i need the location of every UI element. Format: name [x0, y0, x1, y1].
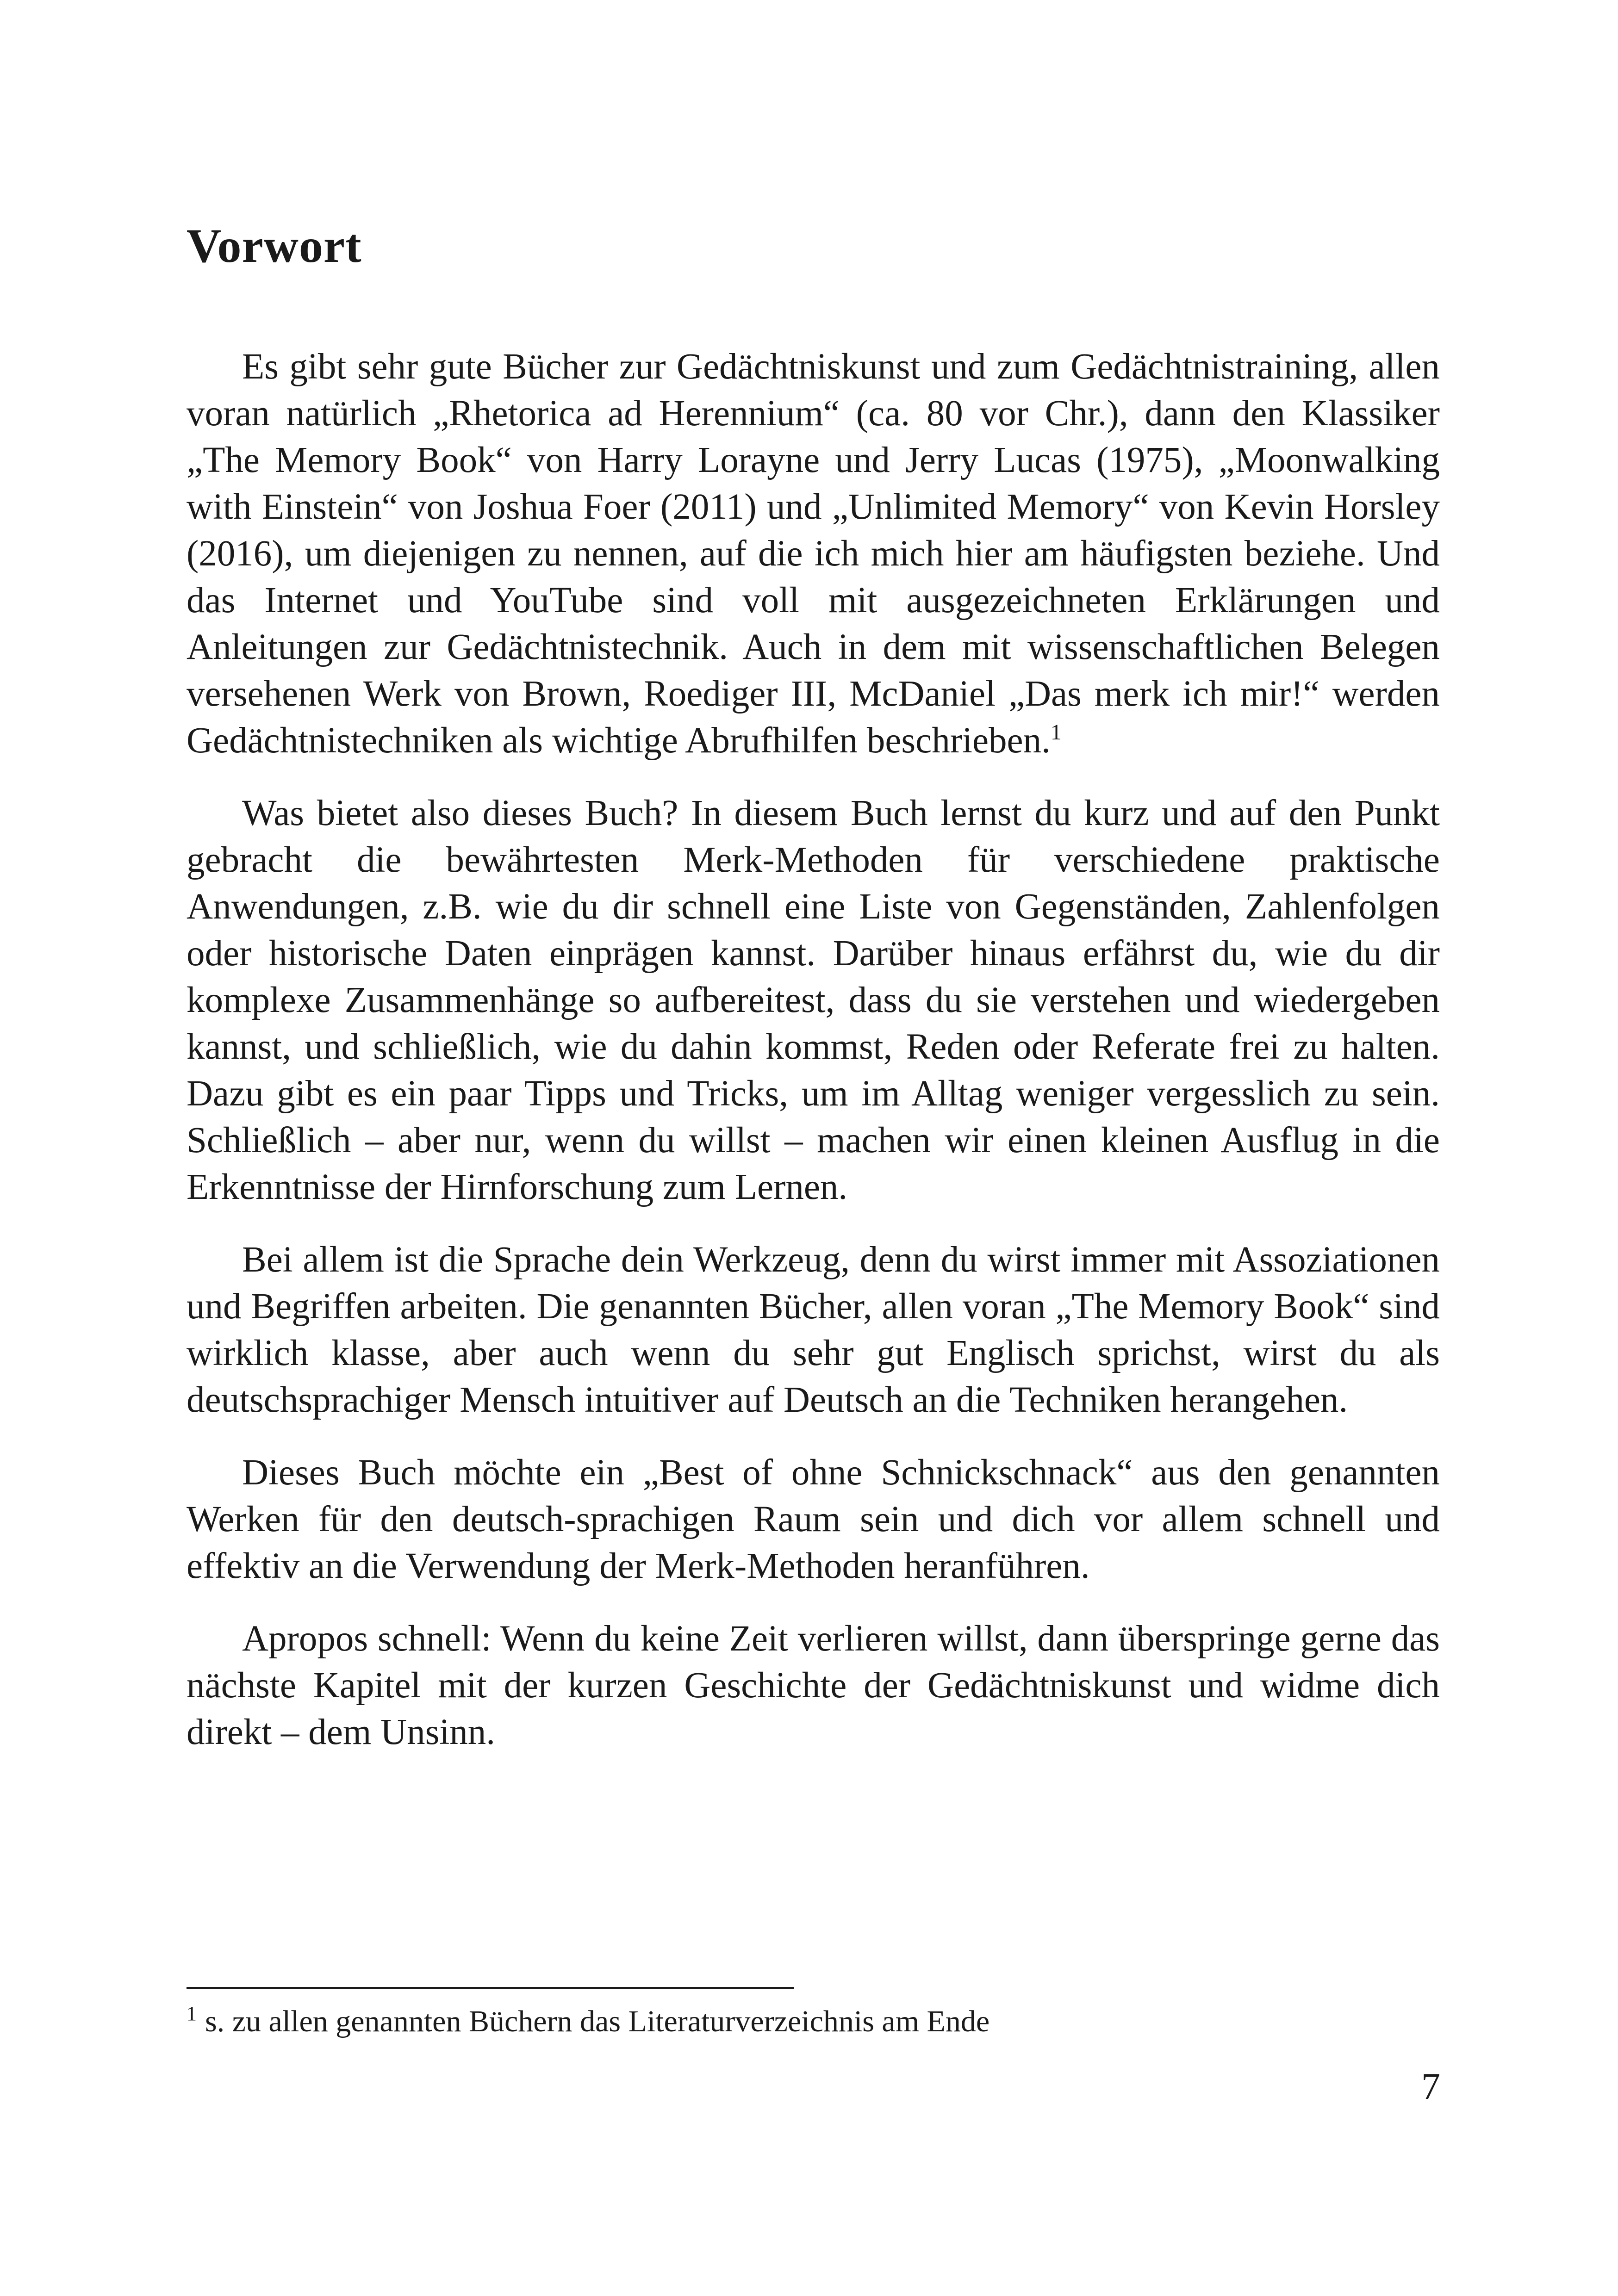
paragraph-text: Dieses Buch möchte ein „Best of ohne Schnickschnack“ aus den genannten Werken für den deutsch-sprachigen Raum sein und dich vor allem schnell und effektiv an die Verwendung der Merk-Methoden heranführen.	[187, 1452, 1440, 1586]
paragraph	[187, 1615, 1440, 1756]
paragraph-text: Es gibt sehr gute Bücher zur Gedächtniskunst und zum Gedächtnistraining, allen voran natürlich „Rhetorica ad Herennium“ (ca. 80 vor Chr.), dann den Klassiker „The Memory Book“ von Harry Lorayne und Jerry Lucas (1975), „Moonwalking with Einstein“ von Joshua Foer (2011) und „Unlimited Memory“ von Kevin Horsley (2016), um diejenigen zu nennen, auf die ich mich hier am häufigsten beziehe. Und das Internet und YouTube sind voll mit ausgezeichneten Erklärungen und Anleitungen zur Gedächtnistechnik. Auch in dem mit wissenschaftlichen Belegen versehenen Werk von Brown, Roediger III, McDaniel „Das merk ich mir!“ werden Gedächtnistechniken als wichtige Abrufhilfen beschrieben.	[187, 347, 1440, 761]
footnote	[187, 2001, 989, 2042]
chapter-title: Vorwort	[187, 219, 362, 273]
footnote-text: s. zu allen genannten Büchern das Literaturverzeichnis am Ende	[205, 2004, 990, 2038]
paragraph-text: Apropos schnell: Wenn du keine Zeit verlieren willst, dann überspringe gerne das nächste Kapitel mit der kurzen Geschichte der Gedächtniskunst und widme dich direkt – dem Unsinn.	[187, 1619, 1440, 1752]
paragraph	[187, 1236, 1440, 1423]
paragraph-text: Was bietet also dieses Buch? In diesem Buch lernst du kurz und auf den Punkt gebracht die bewährtesten Merk-Methoden für verschiedene praktische Anwendungen, z.B. wie du dir schnell eine Liste von Gegenständen, Zahlenfolgen oder historische Daten einprägen kannst. Darüber hinaus erfährst du, wie du dir komplexe Zusammenhänge so aufbereitest, dass du sie verstehen und wiedergeben kannst, und schließlich, wie du dahin kommst, Reden oder Referate frei zu halten. Dazu gibt es ein paar Tipps und Tricks, um im Alltag weniger vergesslich zu sein. Schließlich – aber nur, wenn du willst – machen wir einen kleinen Ausflug in die Erkenntnisse der Hirnforschung zum Lernen.	[187, 793, 1440, 1207]
paragraph	[187, 1449, 1440, 1589]
footnote-separator	[187, 1987, 794, 1989]
paragraph	[187, 790, 1440, 1210]
paragraph-text: Bei allem ist die Sprache dein Werkzeug, denn du wirst immer mit Assoziationen und Begriffen arbeiten. Die genannten Bücher, allen voran „The Memory Book“ sind wirklich klasse, aber auch wenn du sehr gut Englisch sprichst, wirst du als deutschsprachiger Mensch intuitiver auf Deutsch an die Techniken herangehen.	[187, 1240, 1440, 1420]
footnote-reference: 1	[1050, 720, 1062, 745]
body-text	[187, 343, 1440, 1756]
paragraph	[187, 343, 1440, 764]
footnote-marker: 1	[187, 2002, 197, 2025]
page-number: 7	[1421, 2065, 1440, 2107]
